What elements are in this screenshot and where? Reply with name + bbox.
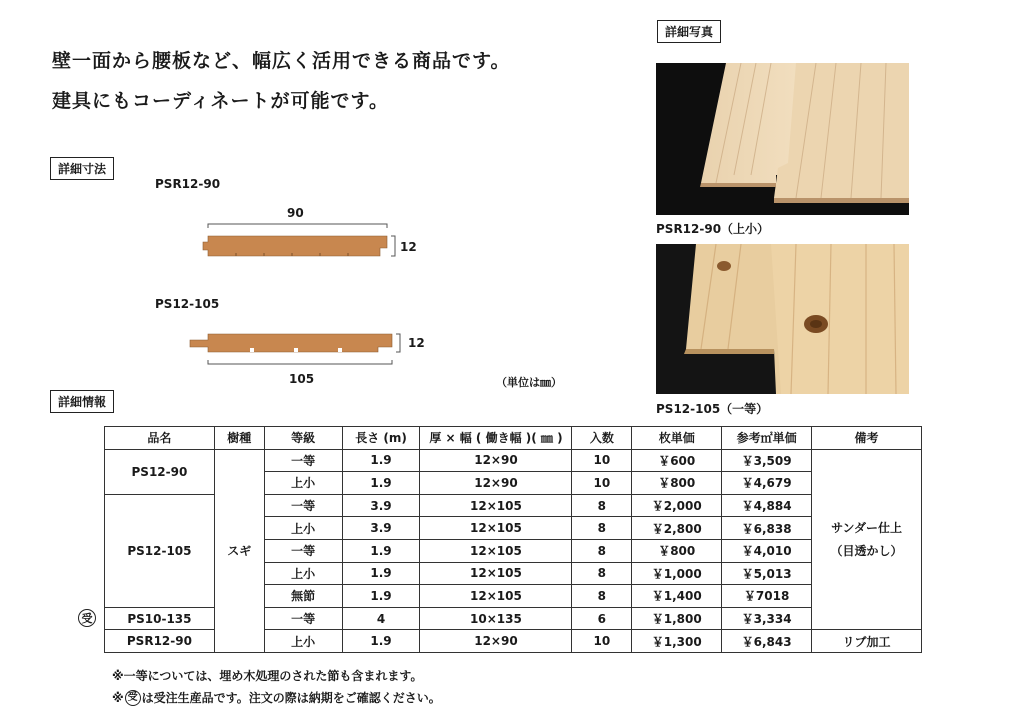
photo-ps12-105-image <box>656 244 909 394</box>
length-cell: 1.9 <box>342 630 420 653</box>
grade-cell: 上小 <box>264 517 342 540</box>
photo-caption-psr12-90: PSR12-90（上小） <box>656 222 770 236</box>
unit-price-cell: ￥1,300 <box>632 630 722 653</box>
grade-cell: 上小 <box>264 472 342 495</box>
size-cell: 12×105 <box>420 539 572 562</box>
spec-table <box>104 426 922 653</box>
qty-cell: 8 <box>572 517 632 540</box>
header-size: 厚 × 幅 ( 働き幅 )( ㎜ ) <box>420 427 572 450</box>
headline-line-2: 建具にもコーディネートが可能です。 <box>52 90 389 112</box>
sqm-price-cell: ￥5,013 <box>722 562 812 585</box>
unit-price-cell: ￥800 <box>632 472 722 495</box>
sqm-price-cell: ￥4,679 <box>722 472 812 495</box>
note-2-text: は受注生産品です。注文の際は納期をご確認ください。 <box>141 691 441 705</box>
product-ps12-105: PS12-105 <box>105 494 215 607</box>
photo-caption-ps12-105: PS12-105（一等） <box>656 402 769 416</box>
length-cell: 1.9 <box>342 562 420 585</box>
qty-cell: 10 <box>572 472 632 495</box>
sqm-price-cell: ￥7018 <box>722 585 812 608</box>
size-cell: 12×90 <box>420 630 572 653</box>
note-2 <box>112 689 441 706</box>
product-psr12-90: PSR12-90 <box>105 630 215 653</box>
grade-cell: 一等 <box>264 607 342 630</box>
header-quantity: 入数 <box>572 427 632 450</box>
product-ps10-135: PS10-135 <box>105 607 215 630</box>
section-label-dimensions: 詳細寸法 <box>50 157 114 180</box>
sqm-price-cell: ￥3,509 <box>722 449 812 472</box>
sqm-price-cell: ￥4,010 <box>722 539 812 562</box>
remarks-sander-line-1: サンダー仕上 <box>831 521 902 536</box>
grade-cell: 上小 <box>264 562 342 585</box>
table-row <box>105 449 922 472</box>
photo-ps12-105 <box>656 244 909 394</box>
made-to-order-mark-inline: 受 <box>125 690 141 706</box>
section-label-info: 詳細情報 <box>50 390 114 413</box>
qty-cell: 10 <box>572 449 632 472</box>
remarks-sander-line-2: （目透かし） <box>830 544 903 559</box>
model-label-psr12-90: PSR12-90 <box>155 177 221 191</box>
size-cell: 12×105 <box>420 585 572 608</box>
product-ps12-90: PS12-90 <box>105 449 215 494</box>
header-sqm-price: 参考㎡単価 <box>722 427 812 450</box>
qty-cell: 6 <box>572 607 632 630</box>
unit-price-cell: ￥1,400 <box>632 585 722 608</box>
photo-psr12-90-image <box>656 63 909 215</box>
unit-price-cell: ￥600 <box>632 449 722 472</box>
width-label-105: 105 <box>289 372 315 386</box>
unit-note: （単位は㎜） <box>496 376 562 389</box>
grade-cell: 一等 <box>264 449 342 472</box>
grade-cell: 一等 <box>264 539 342 562</box>
section-label-photos: 詳細写真 <box>657 20 721 43</box>
unit-price-cell: ￥2,000 <box>632 494 722 517</box>
length-cell: 1.9 <box>342 539 420 562</box>
size-cell: 12×90 <box>420 472 572 495</box>
thickness-label-psr12-90: 12 <box>400 240 417 254</box>
length-cell: 3.9 <box>342 494 420 517</box>
qty-cell: 8 <box>572 494 632 517</box>
header-grade: 等級 <box>264 427 342 450</box>
length-cell: 3.9 <box>342 517 420 540</box>
length-cell: 1.9 <box>342 449 420 472</box>
width-label-90: 90 <box>287 206 304 220</box>
length-cell: 1.9 <box>342 585 420 608</box>
length-cell: 1.9 <box>342 472 420 495</box>
headline-line-1: 壁一面から腰板など、幅広く活用できる商品です。 <box>52 50 511 72</box>
photo-psr12-90 <box>656 63 909 215</box>
size-cell: 12×105 <box>420 517 572 540</box>
thickness-label-ps12-105: 12 <box>408 336 425 350</box>
grade-cell: 上小 <box>264 630 342 653</box>
sqm-price-cell: ￥4,884 <box>722 494 812 517</box>
sqm-price-cell: ￥6,843 <box>722 630 812 653</box>
length-cell: 4 <box>342 607 420 630</box>
header-species: 樹種 <box>214 427 264 450</box>
size-cell: 12×105 <box>420 494 572 517</box>
qty-cell: 8 <box>572 539 632 562</box>
remarks-rib: リブ加工 <box>812 630 922 653</box>
header-product-name: 品名 <box>105 427 215 450</box>
grade-cell: 無節 <box>264 585 342 608</box>
unit-price-cell: ￥2,800 <box>632 517 722 540</box>
size-cell: 10×135 <box>420 607 572 630</box>
made-to-order-mark: 受 <box>78 609 96 627</box>
size-cell: 12×105 <box>420 562 572 585</box>
note-2-prefix: ※ <box>112 690 124 705</box>
remarks-sander <box>812 449 922 630</box>
size-cell: 12×90 <box>420 449 572 472</box>
sqm-price-cell: ￥3,334 <box>722 607 812 630</box>
unit-price-cell: ￥800 <box>632 539 722 562</box>
header-unit-price: 枚単価 <box>632 427 722 450</box>
qty-cell: 8 <box>572 562 632 585</box>
header-length: 長さ (m) <box>342 427 420 450</box>
model-label-ps12-105: PS12-105 <box>155 297 220 311</box>
header-remarks: 備考 <box>812 427 922 450</box>
unit-price-cell: ￥1,800 <box>632 607 722 630</box>
qty-cell: 10 <box>572 630 632 653</box>
table-header-row <box>105 427 922 450</box>
sqm-price-cell: ￥6,838 <box>722 517 812 540</box>
ps12-105-profile-drawing <box>188 330 408 374</box>
grade-cell: 一等 <box>264 494 342 517</box>
note-1: ※一等については、埋め木処理のされた節も含まれます。 <box>112 669 423 683</box>
qty-cell: 8 <box>572 585 632 608</box>
unit-price-cell: ￥1,000 <box>632 562 722 585</box>
psr12-90-profile-drawing <box>200 222 400 262</box>
species-cell: スギ <box>214 449 264 652</box>
